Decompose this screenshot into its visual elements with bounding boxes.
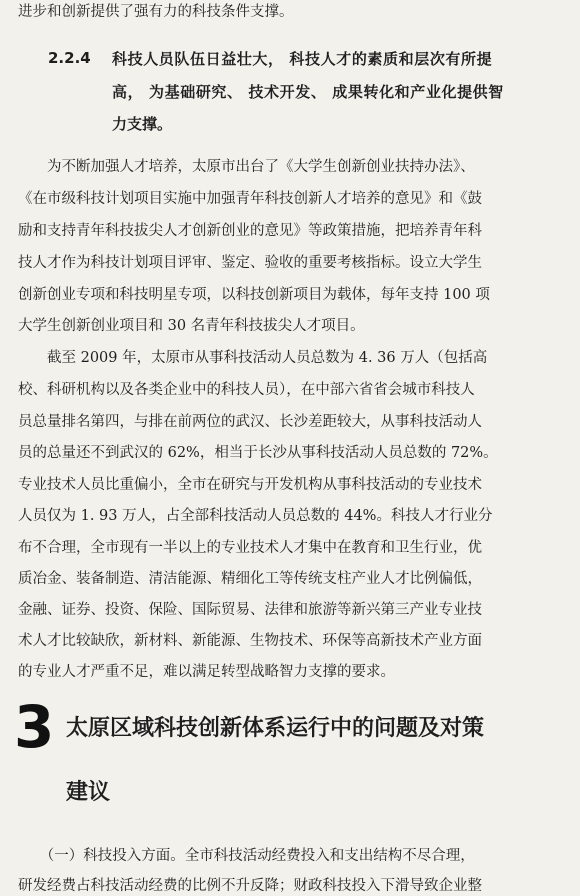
paragraph-3-line: 研发经费占科技活动经费的比例不升反降；财政科技投入下滑导致企业整: [18, 878, 482, 894]
chapter-title-line-2: 建议: [66, 780, 111, 805]
paragraph-1-line: 创新创业专项和科技明星专项，以科技创新项目为载体，每年支持 100 项: [18, 287, 490, 303]
paragraph-1-line: 励和支持青年科技拔尖人才创新创业的意见》等政策措施，把培养青年科: [18, 223, 482, 239]
top-line: 进步和创新提供了强有力的科技条件支撑。: [18, 4, 294, 20]
paragraph-2-line: 术人才比较缺欣，新材料、新能源、生物技术、环保等高新技术产业方面: [18, 633, 482, 649]
paragraph-2-line: 校、科研机构以及各类企业中的科技人员），在中部六省省会城市科技人: [18, 382, 475, 398]
paragraph-2-line: 布不合理，全市现有一半以上的专业技术人才集中在教育和卫生行业，优: [18, 540, 482, 556]
paragraph-1-line: 为不断加强人才培养，太原市出台了《大学生创新创业扶持办法》、: [18, 159, 475, 175]
paragraph-2-line: 截至 2009 年，太原市从事科技活动人员总数为 4. 36 万人（包括高: [18, 350, 488, 366]
section-title-line-1: 科技人员队伍日益壮大， 科技人才的素质和层次有所提: [112, 50, 493, 68]
paragraph-2-line: 金融、证券、投资、保险、国际贸易、法律和旅游等新兴第三产业专业技: [18, 602, 482, 618]
paragraph-2-line: 的专业人才严重不足，难以满足转型战略智力支撑的要求。: [18, 664, 395, 680]
chapter-number: 3: [14, 693, 55, 761]
paragraph-2-line: 专业技术人员比重偏小，全市在研究与开发机构从事科技活动的专业技术: [18, 477, 482, 493]
paragraph-2-line: 质冶金、装备制造、清洁能源、精细化工等传统支柱产业人才比例偏低，: [18, 571, 482, 587]
section-number: 2.2.4: [48, 49, 91, 67]
paragraph-2-line: 员总量排名第四，与排在前两位的武汉、长沙差距较大，从事科技活动人: [18, 414, 482, 430]
paragraph-1-line: 技人才作为科技计划项目评审、鉴定、验收的重要考核指标。设立大学生: [18, 255, 482, 271]
section-title-line-3: 力支撑。: [112, 115, 173, 133]
paragraph-2-line: 员的总量还不到武汉的 62%，相当于长沙从事科技活动人员总数的 72%。: [18, 445, 498, 461]
chapter-title-line-1: 太原区域科技创新体系运行中的问题及对策: [66, 716, 485, 741]
paragraph-1-line: 《在市级科技计划项目实施中加强青年科技创新人才培养的意见》和《鼓: [18, 191, 482, 207]
paragraph-2-line: 人员仅为 1. 93 万人，占全部科技活动人员总数的 44%。科技人才行业分: [18, 508, 493, 524]
paragraph-3-line: （一）科技投入方面。全市科技活动经费投入和支出结构不尽合理，: [18, 848, 475, 864]
paragraph-1-line: 大学生创新创业项目和 30 名青年科技拔尖人才项目。: [18, 318, 365, 334]
section-title-line-2: 高， 为基础研究、 技术开发、 成果转化和产业化提供智: [112, 83, 504, 101]
